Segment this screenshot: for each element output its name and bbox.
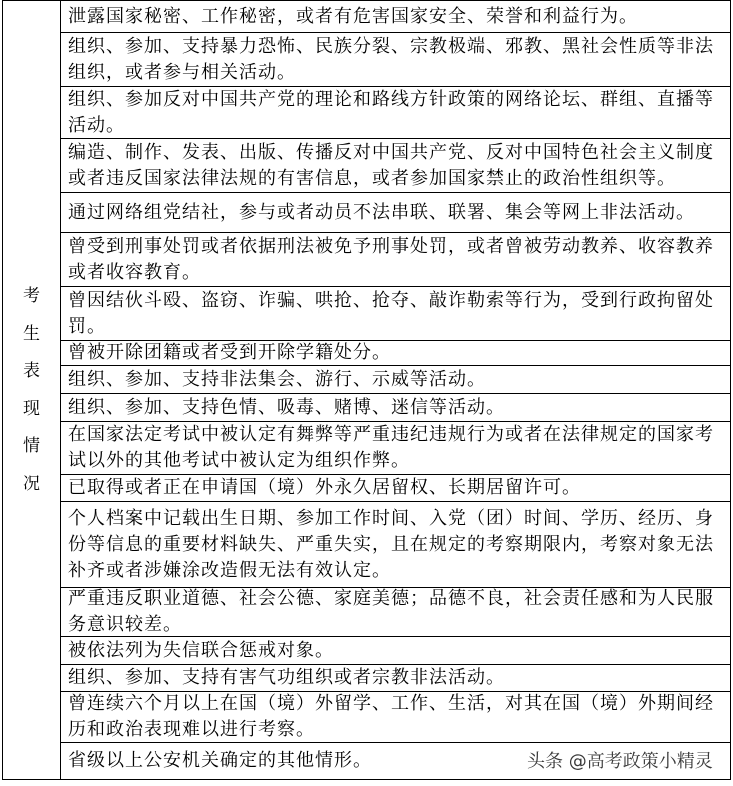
student-conduct-table — [2, 0, 731, 780]
row-text-line: 严重违反职业道德、社会公德、家庭美德；品德不良，社会责任感和为人民服 — [68, 588, 714, 609]
row-text-line: 已取得或者正在申请国（境）外永久居留权、长期居留许可。 — [68, 477, 581, 498]
table-row — [61, 233, 730, 287]
category-char: 考 — [23, 286, 40, 307]
table-row — [61, 33, 730, 87]
row-text-line: 曾受到刑事处罚或者依据刑法被免予刑事处罚，或者曾被劳动教养、收容教养 — [68, 235, 714, 257]
category-cell — [3, 1, 61, 779]
row-text-line: 组织、参加、支持暴力恐怖、民族分裂、宗教极端、邪教、黑社会性质等非法 — [68, 35, 714, 57]
row-text-line: 组织、参加、支持色情、吸毒、赌博、迷信等活动。 — [68, 396, 505, 418]
row-text-line: 或者收容教育。 — [68, 261, 201, 283]
row-text-line: 曾连续六个月以上在国（境）外留学、工作、生活，对其在国（境）外期间经 — [68, 693, 714, 714]
row-text-line: 省级以上公安机关确定的其他情形。 — [68, 750, 372, 771]
table-row — [61, 588, 730, 637]
row-text-line: 在国家法定考试中被认定有舞弊等严重违纪违规行为或者在法律规定的国家考 — [68, 424, 714, 445]
row-text-line: 通过网络组党结社，参与或者动员不法串联、联署、集会等网上非法活动。 — [68, 201, 695, 223]
category-char: 况 — [23, 473, 40, 494]
row-text-line: 份等信息的重要材料缺失、严重失实，且在规定的考察期限内，考察对象无法 — [68, 533, 714, 555]
conduct-rows — [61, 1, 730, 779]
row-text-line: 组织，或者参与相关活动。 — [68, 61, 296, 83]
row-text-line: 曾被开除团籍或者受到开除学籍处分。 — [68, 342, 391, 363]
table-row — [61, 665, 730, 692]
table-row — [61, 692, 730, 743]
row-text-line: 组织、参加、支持有害气功组织或者宗教非法活动。 — [68, 667, 505, 688]
row-text-line: 组织、参加、支持非法集会、游行、示威等活动。 — [68, 368, 486, 390]
table-row — [61, 287, 730, 341]
table-row — [61, 637, 730, 665]
table-row — [61, 139, 730, 193]
row-text-line: 泄露国家秘密、工作秘密，或者有危害国家安全、荣誉和利益行为。 — [68, 5, 638, 27]
category-char: 现 — [23, 398, 40, 419]
watermark: 头条 @高考政策小精灵 — [527, 751, 713, 772]
table-row — [61, 87, 730, 139]
table-row — [61, 502, 730, 588]
category-char: 表 — [23, 361, 40, 382]
row-text-line: 编造、制作、发表、出版、传播反对中国共产党、反对中国特色社会主义制度 — [68, 141, 714, 163]
row-text-line: 个人档案中记载出生日期、参加工作时间、入党（团）时间、学历、经历、身 — [68, 507, 714, 529]
row-text-line: 补齐或者涉嫌涂改造假无法有效认定。 — [68, 559, 391, 581]
category-char: 情 — [23, 436, 40, 457]
row-text-line: 组织、参加反对中国共产党的理论和路线方针政策的网络论坛、群组、直播等 — [68, 88, 714, 110]
category-char: 生 — [23, 323, 40, 344]
row-text-line: 务意识较差。 — [68, 614, 182, 635]
row-text-line: 历和政治表现难以进行考察。 — [68, 719, 315, 740]
row-text-line: 或者违反国家法律法规的有害信息，或者参加国家禁止的政治性组织等。 — [68, 167, 676, 189]
row-text-line: 罚。 — [68, 315, 106, 337]
table-row — [61, 475, 730, 502]
table-row — [61, 1, 730, 33]
row-text-line: 活动。 — [68, 114, 125, 136]
table-row — [61, 366, 730, 394]
row-text-line: 曾因结伙斗殴、盗窃、诈骗、哄抢、抢夺、敲诈勒索等行为，受到行政拘留处 — [68, 289, 714, 311]
table-row — [61, 341, 730, 366]
table-row — [61, 422, 730, 475]
row-text-line: 被依法列为失信联合惩戒对象。 — [68, 639, 334, 661]
row-text-line: 试以外的其他考试中被认定为组织作弊。 — [68, 450, 410, 471]
table-row — [61, 193, 730, 233]
table-row — [61, 394, 730, 422]
